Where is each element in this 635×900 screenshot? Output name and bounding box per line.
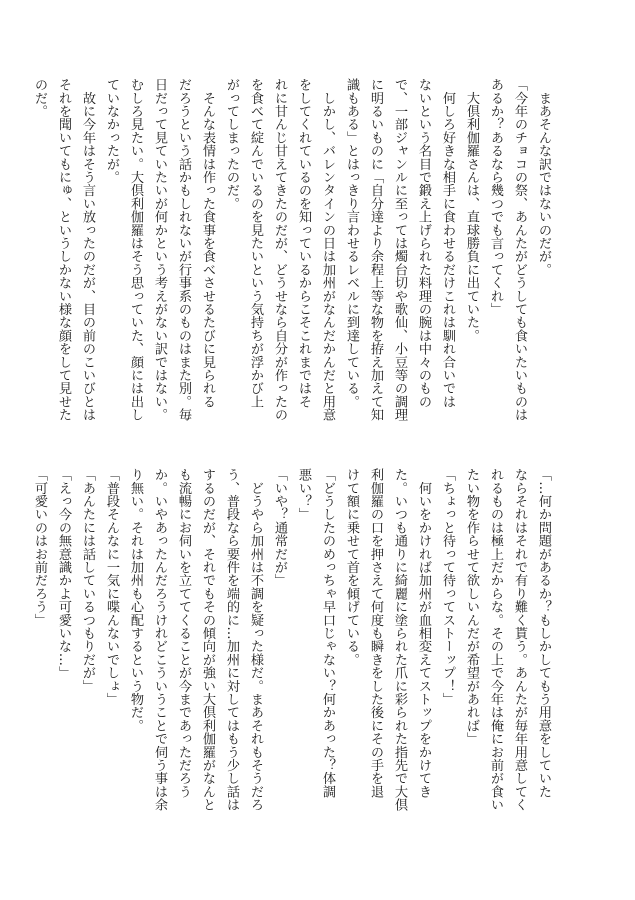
text-line: 故に今年はそう言い放ったのだが、目の前のこいびとは <box>80 78 95 422</box>
text-line: どうやら加州は不調を疑った様だ。まあそれもそうだろ <box>248 468 263 812</box>
text-line: 「ちょっと待って待ってストーップ！」 <box>440 468 455 706</box>
text-line: をしてくれているのを知っているからこそこれまではそ <box>296 78 311 408</box>
text-line: を食べて綻んでいるのを見たいという気持ちが浮かび上 <box>248 78 263 408</box>
text-line: も流暢にお伺いを立ててくることが今まであっただろう <box>176 468 191 798</box>
text-line: れに甘んじ甘えてきたのだが、どうせなら自分が作ったの <box>272 78 287 422</box>
text-line: 「あんたには話しているつもりだが」 <box>80 468 95 693</box>
text-line: 「…何か問題があるか？もしかしてもう用意をしていた <box>536 468 551 798</box>
text-line: それを聞いてもにゅ、というしかない様な顔をして見せた <box>56 78 71 422</box>
text-line: 「どうしたのめっちゃ早口じゃない？何かあった？体調 <box>320 468 335 798</box>
text-line: 「えっ今の無意識かよ可愛いな…」 <box>56 468 71 680</box>
text-line: しかし、バレンタインの日は加州がなんだかんだと用意 <box>320 78 335 422</box>
text-line: むしろ見たい。大倶利伽羅はそう思っていた、顔には出し <box>128 78 143 422</box>
upper-text-block <box>32 78 555 438</box>
text-line: がってしまったのだ。 <box>224 78 239 210</box>
text-line: 「いや？通常だが」 <box>272 468 287 587</box>
text-line: で、一部ジャンルに至っては燭台切や歌仙、小豆等の調理 <box>392 78 407 422</box>
text-line: れるものは極上だからな。その上で今年は俺にお前が食い <box>488 468 503 812</box>
text-line: う、普段なら要件を端的に…加州に対してはもう少し話は <box>224 468 239 812</box>
text-line: ていなかったが。 <box>104 78 119 184</box>
text-line: そんな表情は作った食事を食べさせるたびに見られる <box>200 78 215 408</box>
text-line: 日だって見ていたいが何かという考えがない訳ではない。 <box>152 78 167 422</box>
text-line: 識もある」とはっきり言わせるレベルに到達している。 <box>344 78 359 408</box>
text-line: だろうという話かもしれないが行事系のものはまた別。毎 <box>176 78 191 422</box>
text-line: 「今年のチョコの祭、あんたがどうしても食いたいものは <box>512 78 527 422</box>
text-line: するのだが、それでもその傾向が強い大倶利伽羅がなんと <box>200 468 215 812</box>
text-line: 大倶利伽羅さんは、直球勝負に出ていた。 <box>464 78 479 342</box>
text-line: ないという名目で鍛え上げられた料理の腕は中々のもの <box>416 78 431 408</box>
text-line: まあそんな訳ではないのだが。 <box>536 78 551 276</box>
text-line: り無い。それは加州も心配するという物だ。 <box>128 468 143 732</box>
text-line: た。いつも通りに綺麗に塗られた爪に彩られた指先で大倶 <box>392 468 407 812</box>
text-line: 何いをかければ加州が血相変えてストップをかけてき <box>416 468 431 798</box>
text-line: ならそれはそれで有り難く貰う。あんたが毎年用意してく <box>512 468 527 812</box>
text-line: か。いやあったんだろうけれどこういうことで伺う事は余 <box>152 468 167 812</box>
text-line: あるか？あるなら幾つでも言ってくれ」 <box>488 78 503 316</box>
lower-text-block <box>32 468 555 812</box>
text-line: 悪い？」 <box>296 468 311 521</box>
text-line: 「普段そんなに一気に喋んないでしょ」 <box>104 468 119 706</box>
text-line: 何しろ好きな相手に食わせるだけこれは馴れ合いでは <box>440 78 455 408</box>
text-line: けて額に乗せて首を傾げている。 <box>344 468 359 666</box>
text-line: 利伽羅の口を押さえて何度も瞬きをした後にその手を退 <box>368 468 383 798</box>
text-line: 「可愛いのはお前だろう」 <box>32 468 47 627</box>
text-line: に明るいものに「自分達より余程上等な物を拵え加えて知 <box>368 78 383 422</box>
text-line: のだ。 <box>32 78 47 118</box>
text-line: たい物を作らせて欲しいんだが希望があれば」 <box>464 468 479 746</box>
